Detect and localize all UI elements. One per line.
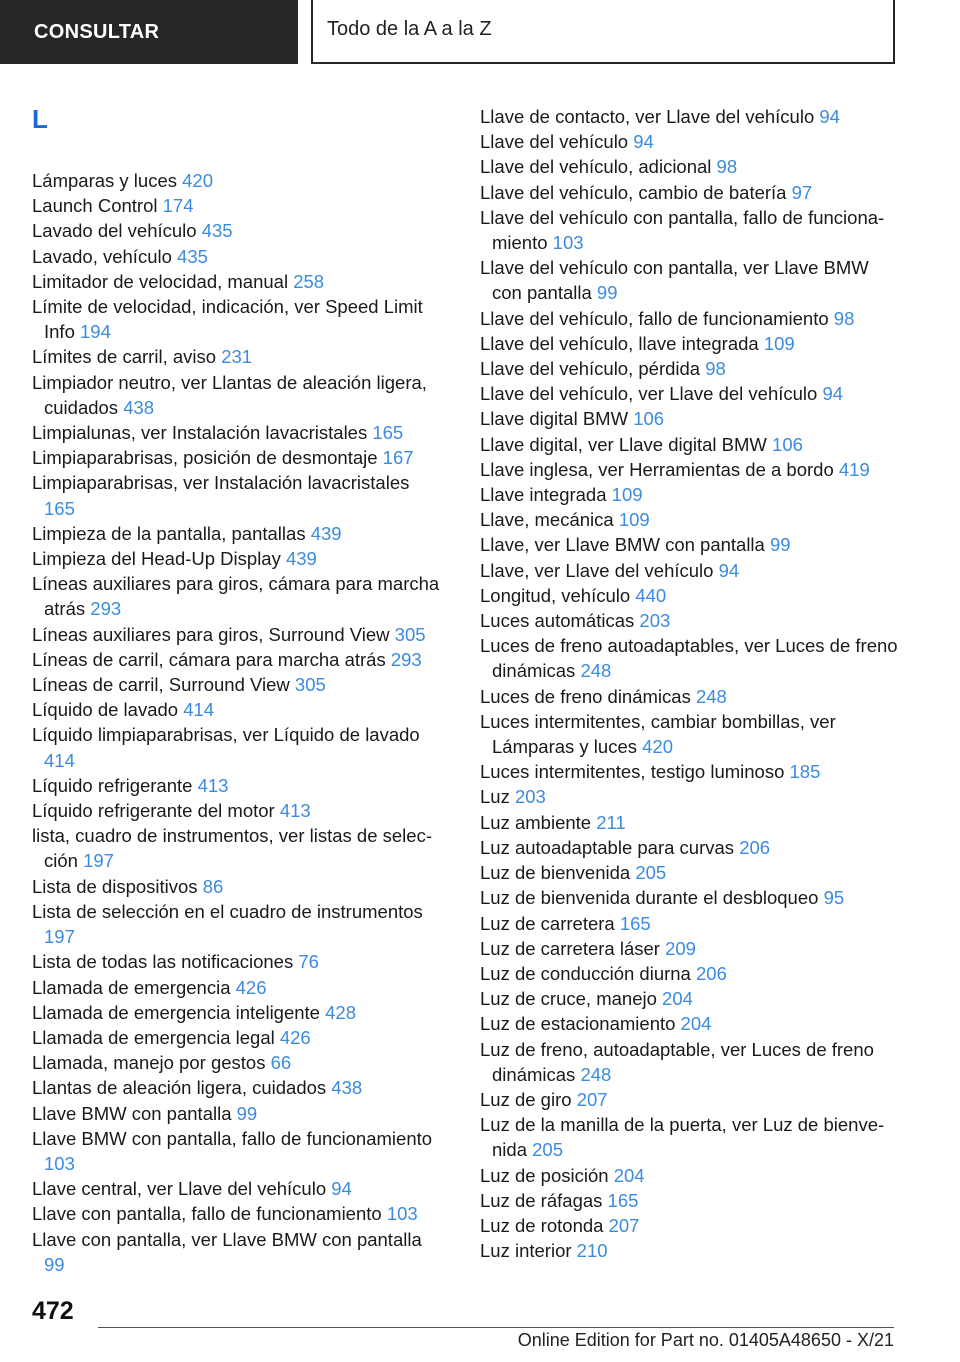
index-entry-term: Limpieza de la pantalla, pantallas <box>32 522 306 544</box>
index-entry <box>480 558 900 583</box>
index-entry <box>480 684 900 709</box>
index-entry <box>480 356 900 381</box>
index-entry-term: Llamada de emergencia <box>32 976 231 998</box>
index-entry <box>32 344 442 369</box>
index-entry-page-link[interactable]: 206 <box>739 836 771 858</box>
index-entry-page-link[interactable]: 205 <box>532 1139 563 1161</box>
index-entry-term: Llave inglesa, ver Herramientas de a bordo <box>480 458 834 480</box>
index-entry-page-link[interactable]: 99 <box>236 1102 258 1124</box>
index-entry <box>32 622 442 647</box>
index-entry <box>480 608 900 633</box>
index-list-right <box>480 104 900 1263</box>
footer-divider <box>98 1327 894 1328</box>
index-entry-page-link[interactable]: 211 <box>596 811 626 833</box>
index-entry-term: Llamada de emergencia inteligente <box>32 1001 320 1023</box>
index-entry-page-link[interactable]: 420 <box>642 736 673 758</box>
index-entry-term: Lista de dispositivos <box>32 875 198 897</box>
index-entry-term: Llave digital BMW <box>480 408 629 430</box>
index-entry <box>480 835 900 860</box>
index-entry-term: Líneas auxiliares para giros, cámara para marcha atrás <box>32 573 440 620</box>
index-entry-term: Luz interior <box>480 1240 572 1262</box>
index-entry-page-link[interactable]: 426 <box>235 976 267 998</box>
index-entry-term: Luz de bienvenida <box>480 862 631 884</box>
index-entry-page-link[interactable]: 435 <box>177 245 208 267</box>
index-entry-term: Llave del vehículo, adicional <box>480 156 712 178</box>
index-entry <box>32 193 442 218</box>
index-entry-term: Llave BMW con pantalla <box>32 1102 232 1124</box>
index-entry-page-link[interactable]: 109 <box>763 332 795 354</box>
index-entry <box>32 874 442 899</box>
index-entry-page-link[interactable]: 438 <box>331 1077 363 1099</box>
index-entry-page-link[interactable]: 207 <box>608 1214 640 1236</box>
index-entry-term: Luz <box>480 786 510 808</box>
index-entry <box>32 798 442 823</box>
index-entry <box>480 129 900 154</box>
index-entry <box>480 1087 900 1112</box>
index-entry-term: Limpiador neutro, ver Llantas de aleación ligera, cuidados <box>32 371 427 418</box>
index-entry-term: Luz de posición <box>480 1164 609 1186</box>
index-entry <box>480 1037 900 1087</box>
index-entry-page-link[interactable]: 94 <box>718 559 740 581</box>
index-entry-page-link[interactable]: 97 <box>791 181 813 203</box>
index-entry-page-link[interactable]: 94 <box>331 1178 352 1200</box>
index-entry-page-link[interactable]: 248 <box>580 660 612 682</box>
index-entry-page-link[interactable]: 194 <box>80 321 111 343</box>
index-entry-term: Líneas de carril, Surround View <box>32 674 290 696</box>
index-entry-page-link[interactable]: 413 <box>279 800 311 822</box>
index-entry <box>480 860 900 885</box>
index-entry-page-link[interactable]: 203 <box>514 786 546 808</box>
index-entry <box>32 420 442 445</box>
index-entry <box>480 507 900 532</box>
index-entry <box>32 899 442 949</box>
index-entry-page-link[interactable]: 305 <box>394 623 426 645</box>
index-entry <box>480 709 900 759</box>
index-entry-page-link[interactable]: 106 <box>633 408 665 430</box>
index-entry-page-link[interactable]: 167 <box>382 447 414 469</box>
index-entry <box>32 697 442 722</box>
index-entry-term: Luces de freno autoadaptables, ver Luces de freno dinámicas <box>480 635 898 682</box>
index-entry-term: Llave del vehículo con pantalla, ver Llave BMW con pantalla <box>480 257 869 304</box>
index-entry-term: Luces automáticas <box>480 610 635 632</box>
index-entry <box>480 1188 900 1213</box>
index-entry-page-link[interactable]: 420 <box>182 170 213 191</box>
index-entry <box>480 1163 900 1188</box>
index-entry <box>32 521 442 546</box>
index-entry <box>32 269 442 294</box>
index-entry-page-link[interactable]: 438 <box>123 396 155 418</box>
index-entry <box>480 986 900 1011</box>
index-entry-page-link[interactable]: 305 <box>294 674 326 696</box>
index-entry-term: Luz de bienvenida durante el desbloqueo <box>480 887 819 909</box>
index-entry-term: Llantas de aleación ligera, cuidados <box>32 1077 327 1099</box>
index-entry-page-link[interactable]: 414 <box>44 749 75 771</box>
section-tab[interactable]: CONSULTAR <box>0 0 298 64</box>
index-entry <box>32 1050 442 1075</box>
index-entry-term: Llamada de emergencia legal <box>32 1026 275 1048</box>
index-entry-term: Llave del vehículo, pérdida <box>480 358 701 380</box>
index-entry-term: Luces intermitentes, cambiar bombillas, ver Lámparas y luces <box>480 710 836 758</box>
index-entry-page-link[interactable]: 258 <box>293 270 325 292</box>
index-entry <box>32 370 442 420</box>
index-entry <box>480 784 900 809</box>
index-entry-page-link[interactable]: 165 <box>44 497 75 519</box>
index-entry-term: Luz autoadaptable para curvas <box>480 836 735 858</box>
index-entry <box>480 633 900 683</box>
index-entry <box>32 1201 442 1226</box>
index-entry <box>32 294 442 344</box>
index-entry-term: Llave del vehículo, cambio de batería <box>480 181 787 203</box>
index-entry-term: Limitador de velocidad, manual <box>32 270 289 292</box>
index-entry-term: Luz de estacionamiento <box>480 1013 676 1035</box>
index-entry <box>480 1213 900 1238</box>
index-entry <box>32 672 442 697</box>
index-entry-page-link[interactable]: 95 <box>823 887 845 909</box>
index-entry <box>480 180 900 205</box>
index-entry <box>480 104 900 129</box>
index-list-left <box>32 168 442 1277</box>
index-entry-page-link[interactable]: 439 <box>285 548 317 570</box>
index-entry-page-link[interactable]: 439 <box>310 522 342 544</box>
index-entry-page-link[interactable]: 99 <box>44 1253 65 1275</box>
index-entry-term: Luz de rotonda <box>480 1214 604 1236</box>
index-entry <box>32 445 442 470</box>
index-entry-page-link[interactable]: 414 <box>183 699 215 721</box>
index-entry-page-link[interactable]: 203 <box>639 610 671 632</box>
index-entry <box>480 432 900 457</box>
index-entry-page-link[interactable]: 197 <box>83 850 114 872</box>
index-entry <box>480 885 900 910</box>
index-entry-term: Lista de todas las notificaciones <box>32 951 294 973</box>
index-entry-term: Luz de conducción diurna <box>480 962 691 984</box>
index-entry-page-link[interactable]: 206 <box>696 962 727 984</box>
index-entry-term: Lista de selección en el cuadro de instrumentos <box>32 900 423 922</box>
index-entry-page-link[interactable]: 165 <box>607 1189 639 1211</box>
index-entry-page-link[interactable]: 109 <box>618 509 650 531</box>
index-entry <box>32 975 442 1000</box>
index-entry <box>32 470 442 520</box>
index-entry-term: Llave, ver Llave del vehículo <box>480 559 714 581</box>
index-entry-page-link[interactable]: 106 <box>772 433 803 455</box>
index-entry-term: Llave, ver Llave BMW con pantalla <box>480 534 765 556</box>
index-entry-page-link[interactable]: 204 <box>613 1164 645 1186</box>
index-entry <box>480 961 900 986</box>
index-entry <box>480 457 900 482</box>
index-entry-page-link[interactable]: 413 <box>197 774 229 796</box>
index-entry <box>32 1025 442 1050</box>
index-entry <box>32 546 442 571</box>
index-entry-term: Llave con pantalla, fallo de funcionamiento <box>32 1203 382 1225</box>
index-entry-term: Limpiaparabrisas, posición de desmontaje <box>32 447 378 469</box>
index-entry-page-link[interactable]: 428 <box>325 1001 356 1023</box>
index-entry-term: Lámparas y luces <box>32 170 177 191</box>
index-entry-term: Longitud, vehículo <box>480 584 631 606</box>
index-entry <box>480 911 900 936</box>
index-entry <box>32 244 442 269</box>
index-entry-term: Líneas de carril, cámara para marcha atrás <box>32 648 386 670</box>
index-entry <box>32 1176 442 1201</box>
index-entry <box>480 532 900 557</box>
index-entry <box>32 1000 442 1025</box>
index-entry <box>480 381 900 406</box>
footer-edition: Online Edition for Part no. 01405A48650 - X/21 <box>517 1330 894 1350</box>
index-entry-page-link[interactable]: 99 <box>596 282 618 304</box>
index-entry-page-link[interactable]: 103 <box>44 1152 75 1174</box>
index-entry <box>480 306 900 331</box>
index-entry-page-link[interactable]: 94 <box>822 383 844 405</box>
index-entry <box>480 810 900 835</box>
index-entry <box>32 218 442 243</box>
index-column-left <box>32 102 442 1277</box>
index-entry <box>32 647 442 672</box>
index-entry-term: Líquido de lavado <box>32 699 179 721</box>
index-entry-page-link[interactable]: 86 <box>202 875 224 897</box>
index-entry-page-link[interactable]: 205 <box>635 862 667 884</box>
index-entry-term: Luces de freno dinámicas <box>480 685 691 707</box>
index-entry <box>480 583 900 608</box>
index-letter: L <box>32 104 48 134</box>
index-entry-term: Llave del vehículo, fallo de funcionamiento <box>480 307 829 329</box>
index-entry-page-link[interactable]: 174 <box>162 195 194 217</box>
index-entry <box>32 773 442 798</box>
index-entry-page-link[interactable]: 76 <box>298 951 319 973</box>
index-entry-term: Líquido refrigerante del motor <box>32 800 275 822</box>
index-entry-page-link[interactable]: 204 <box>662 988 693 1010</box>
index-entry-term: Luz de la manilla de la puerta, ver Luz de bienvenida <box>480 1114 885 1161</box>
index-entry-page-link[interactable]: 210 <box>576 1240 608 1262</box>
index-entry-term: Luces intermitentes, testigo luminoso <box>480 761 785 783</box>
index-entry-term: Launch Control <box>32 195 158 217</box>
index-entry-term: Luz de freno, autoadaptable, ver Luces de freno dinámicas <box>480 1038 874 1085</box>
index-entry-page-link[interactable]: 435 <box>201 220 233 242</box>
index-entry-term: Luz de ráfagas <box>480 1189 603 1211</box>
index-entry-term: Llave del vehículo, ver Llave del vehículo <box>480 383 818 405</box>
index-entry <box>480 936 900 961</box>
index-entry-page-link[interactable]: 103 <box>386 1203 418 1225</box>
index-entry-term: Luz de cruce, manejo <box>480 988 657 1010</box>
index-entry-term: Llave BMW con pantalla, fallo de funcionamiento <box>32 1127 433 1149</box>
index-entry-page-link[interactable]: 185 <box>789 761 821 783</box>
index-entry-term: Lavado, vehículo <box>32 245 172 267</box>
index-entry-page-link[interactable]: 207 <box>576 1088 608 1110</box>
index-entry <box>480 1112 900 1162</box>
index-entry-term: Lavado del vehículo <box>32 220 197 242</box>
index-entry-page-link[interactable]: 440 <box>635 584 667 606</box>
index-entry-page-link[interactable]: 231 <box>221 346 253 368</box>
index-entry-term: Líquido refrigerante <box>32 774 193 796</box>
index-entry <box>480 154 900 179</box>
index-entry-term: Luz de carretera láser <box>480 937 660 959</box>
index-entry-term: Limpiaparabrisas, ver Instalación lavacristales <box>32 472 410 494</box>
index-entry-term: Llave del vehículo con pantalla, fallo de funcionamiento <box>480 206 885 254</box>
index-entry-term: Luz de carretera <box>480 912 615 934</box>
index-entry-page-link[interactable]: 103 <box>552 232 584 254</box>
index-entry <box>32 1101 442 1126</box>
index-entry-page-link[interactable]: 204 <box>680 1013 712 1035</box>
index-entry-page-link[interactable]: 293 <box>90 598 122 620</box>
index-entry <box>32 1075 442 1100</box>
index-entry <box>480 482 900 507</box>
index-entry <box>32 722 442 772</box>
index-entry-page-link[interactable]: 426 <box>279 1026 311 1048</box>
index-entry-page-link[interactable]: 419 <box>838 458 870 480</box>
page-number: 472 <box>32 1297 74 1325</box>
index-entry-term: Limpieza del Head-Up Display <box>32 548 281 570</box>
index-entry-term: Límite de velocidad, indicación, ver Speed Limit Info <box>32 296 423 343</box>
index-entry-page-link[interactable]: 248 <box>695 685 727 707</box>
index-entry-term: Llamada, manejo por gestos <box>32 1052 266 1074</box>
index-entry <box>480 406 900 431</box>
index-entry <box>480 205 900 255</box>
index-entry-term: Llave, mecánica <box>480 509 614 531</box>
index-entry-term: Líquido limpiaparabrisas, ver Líquido de lavado <box>32 724 420 746</box>
index-entry-term: Llave del vehículo, llave integrada <box>480 332 759 354</box>
index-entry <box>32 168 442 193</box>
chapter-title: Todo de la A a la Z <box>311 0 895 64</box>
index-entry-page-link[interactable]: 209 <box>665 937 696 959</box>
index-column-right <box>480 104 900 1263</box>
index-entry <box>32 571 442 621</box>
index-entry-page-link[interactable]: 98 <box>705 358 726 380</box>
index-entry-page-link[interactable]: 94 <box>633 131 654 153</box>
index-entry <box>32 1126 442 1176</box>
index-entry-term: Líneas auxiliares para giros, Surround View <box>32 623 390 645</box>
index-entry-term: Llave central, ver Llave del vehículo <box>32 1178 327 1200</box>
index-entry-page-link[interactable]: 293 <box>390 648 422 670</box>
index-entry-page-link[interactable]: 165 <box>372 422 404 444</box>
index-entry-term: Limpialunas, ver Instalación lavacristales <box>32 422 368 444</box>
index-entry-page-link[interactable]: 109 <box>611 484 643 506</box>
index-entry <box>480 1011 900 1036</box>
index-entry <box>32 823 442 873</box>
index-entry <box>32 1227 442 1277</box>
index-entry-term: lista, cuadro de instrumentos, ver listas de selección <box>32 825 432 872</box>
index-entry-page-link[interactable]: 94 <box>819 106 840 127</box>
index-entry <box>480 255 900 305</box>
index-entry-page-link[interactable]: 99 <box>769 534 791 556</box>
index-entry-page-link[interactable]: 197 <box>44 926 75 948</box>
index-entry-page-link[interactable]: 66 <box>270 1052 292 1074</box>
index-entry-term: Luz de giro <box>480 1088 572 1110</box>
index-entry <box>32 949 442 974</box>
index-entry <box>480 1238 900 1263</box>
index-entry-page-link[interactable]: 98 <box>716 156 738 178</box>
index-entry-term: Límites de carril, aviso <box>32 346 217 368</box>
index-entry <box>480 759 900 784</box>
index-entry-term: Llave con pantalla, ver Llave BMW con pantalla <box>32 1228 422 1250</box>
index-entry-term: Llave integrada <box>480 484 607 506</box>
index-entry <box>480 331 900 356</box>
index-entry-term: Llave de contacto, ver Llave del vehículo <box>480 106 815 127</box>
index-entry-term: Luz ambiente <box>480 811 592 833</box>
index-entry-term: Llave digital, ver Llave digital BMW <box>480 433 767 455</box>
index-entry-page-link[interactable]: 248 <box>580 1063 612 1085</box>
index-entry-page-link[interactable]: 98 <box>833 307 855 329</box>
index-entry-term: Llave del vehículo <box>480 131 629 153</box>
index-entry-page-link[interactable]: 165 <box>619 912 651 934</box>
